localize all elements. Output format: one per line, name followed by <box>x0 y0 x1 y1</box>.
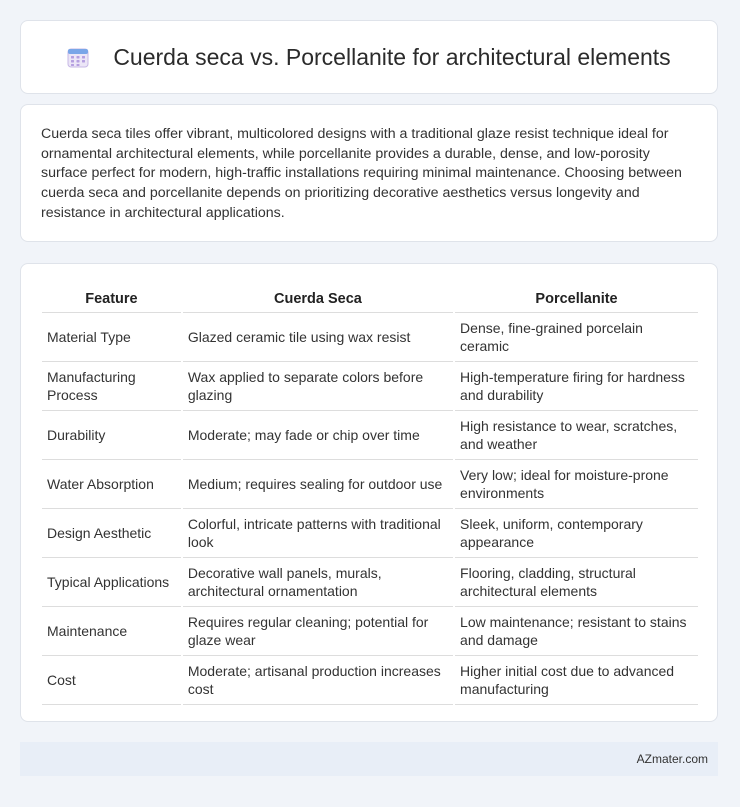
table-row <box>42 313 698 362</box>
cuerda-seca-cell: Colorful, intricate patterns with traditional look <box>183 509 453 558</box>
table-row <box>42 558 698 607</box>
cuerda-seca-cell: Decorative wall panels, murals, architectural ornamentation <box>183 558 453 607</box>
cuerda-seca-cell: Requires regular cleaning; potential for glaze wear <box>183 607 453 656</box>
porcellanite-cell: Dense, fine-grained porcelain ceramic <box>455 313 698 362</box>
table-header-row <box>42 282 698 313</box>
table-card <box>20 263 718 722</box>
intro-card <box>20 104 718 242</box>
calendar-icon <box>67 46 89 68</box>
cuerda-seca-cell: Medium; requires sealing for outdoor use <box>183 460 453 509</box>
feature-cell: Material Type <box>42 313 181 362</box>
table-row <box>42 656 698 705</box>
title-card <box>20 20 718 94</box>
feature-cell: Maintenance <box>42 607 181 656</box>
porcellanite-cell: Very low; ideal for moisture-prone environments <box>455 460 698 509</box>
porcellanite-cell: High-temperature firing for hardness and durability <box>455 362 698 411</box>
porcellanite-cell: High resistance to wear, scratches, and weather <box>455 411 698 460</box>
feature-cell: Water Absorption <box>42 460 181 509</box>
cuerda-seca-cell: Wax applied to separate colors before glazing <box>183 362 453 411</box>
cuerda-seca-cell: Moderate; artisanal production increases cost <box>183 656 453 705</box>
intro-text: Cuerda seca tiles offer vibrant, multicolored designs with a traditional glaze resist technique ideal for ornamental architectural elements, while porcellanite provides a durable, dense, and low-porosity surface perfect for modern, high-traffic installations requiring minimal maintenance. Choosing between cuerda seca and porcellanite depends on prioritizing decorative aesthetics versus longevity and resistance in architectural applications. <box>41 126 682 221</box>
page-title: Cuerda seca vs. Porcellanite for architectural elements <box>113 43 671 70</box>
column-header-feature: Feature <box>42 282 181 313</box>
porcellanite-cell: Low maintenance; resistant to stains and damage <box>455 607 698 656</box>
feature-cell: Cost <box>42 656 181 705</box>
porcellanite-cell: Flooring, cladding, structural architectural elements <box>455 558 698 607</box>
column-header-porcellanite: Porcellanite <box>455 282 698 313</box>
comparison-table <box>40 282 700 705</box>
column-header-cuerda-seca: Cuerda Seca <box>183 282 453 313</box>
footer-brand: AZmater.com <box>636 752 708 766</box>
footer-bar <box>20 742 718 776</box>
table-row <box>42 607 698 656</box>
feature-cell: Typical Applications <box>42 558 181 607</box>
table-row <box>42 411 698 460</box>
table-row <box>42 362 698 411</box>
porcellanite-cell: Higher initial cost due to advanced manufacturing <box>455 656 698 705</box>
table-row <box>42 460 698 509</box>
table-row <box>42 509 698 558</box>
feature-cell: Durability <box>42 411 181 460</box>
feature-cell: Design Aesthetic <box>42 509 181 558</box>
cuerda-seca-cell: Glazed ceramic tile using wax resist <box>183 313 453 362</box>
porcellanite-cell: Sleek, uniform, contemporary appearance <box>455 509 698 558</box>
cuerda-seca-cell: Moderate; may fade or chip over time <box>183 411 453 460</box>
feature-cell: Manufacturing Process <box>42 362 181 411</box>
